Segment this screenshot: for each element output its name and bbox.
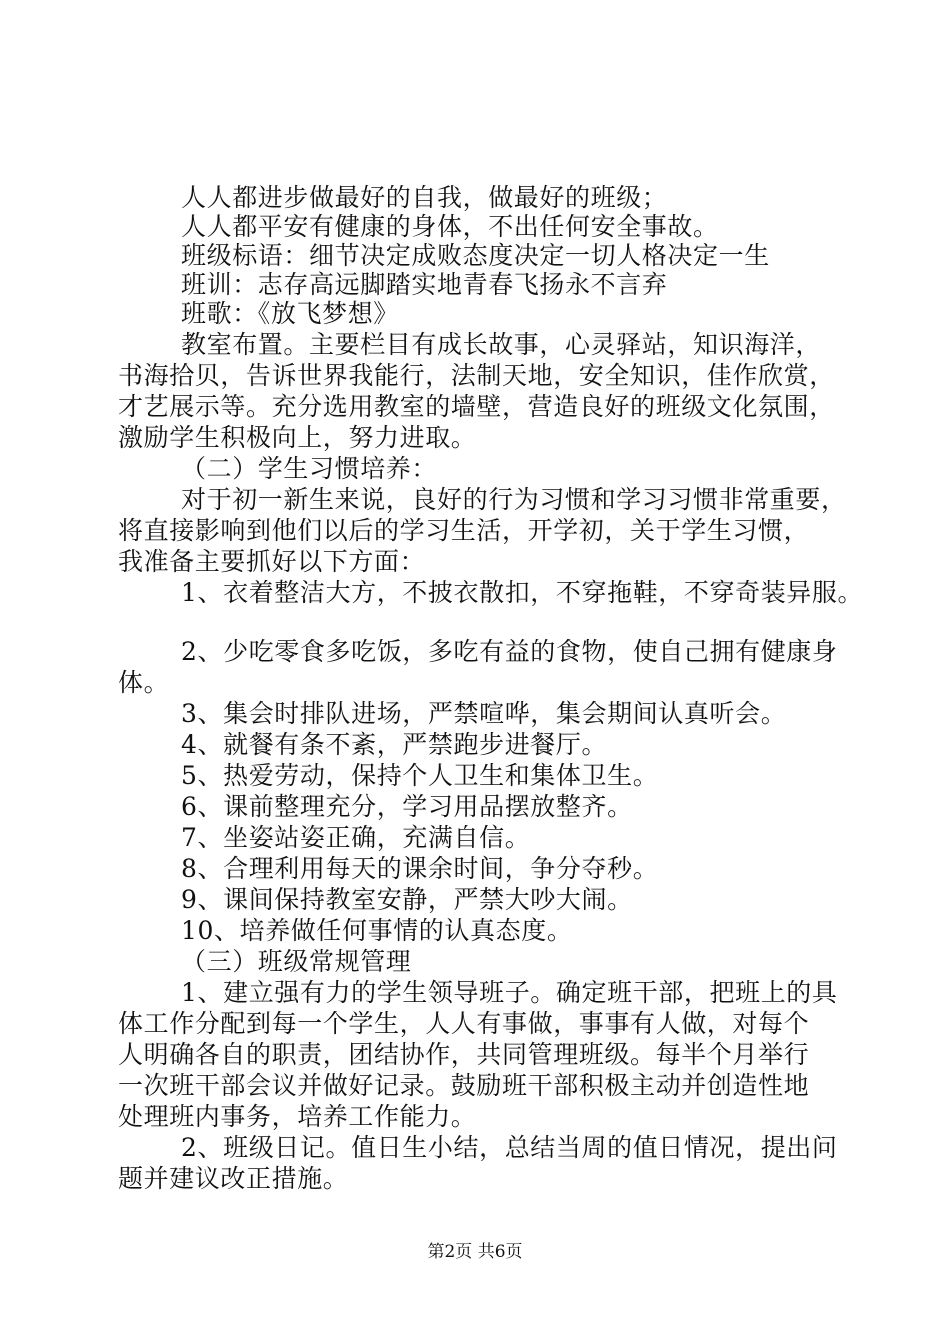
text-line: 体。	[118, 668, 170, 697]
section-heading: （三）班级常规管理	[181, 947, 412, 976]
list-item: 10、培养做任何事情的认真态度。	[181, 916, 573, 945]
text-line: 对于初一新生来说，良好的行为习惯和学习习惯非常重要，	[181, 485, 847, 514]
list-item: 4、就餐有条不紊，严禁跑步进餐厅。	[181, 730, 608, 759]
list-item: 6、课前整理充分，学习用品摆放整齐。	[181, 792, 633, 821]
text-line: 才艺展示等。充分选用教室的墙壁，营造良好的班级文化氛围，	[118, 392, 835, 421]
text-line: 人人都平安有健康的身体，不出任何安全事故。	[181, 212, 719, 241]
list-item: 5、热爱劳动，保持个人卫生和集体卫生。	[181, 761, 659, 790]
page-footer	[0, 1240, 950, 1264]
text-line: 教室布置。主要栏目有成长故事，心灵驿站，知识海洋，	[181, 330, 822, 359]
text-line: 体工作分配到每一个学生，人人有事做，事事有人做，对每个	[118, 1009, 810, 1038]
list-item: 2、少吃零食多吃饭，多吃有益的食物，使自己拥有健康身	[181, 637, 838, 666]
page-number: 第2页 共6页	[427, 1242, 523, 1262]
text-line: 人人都进步做最好的自我，做最好的班级；	[181, 183, 668, 212]
list-item: 8、合理利用每天的课余时间，争分夺秒。	[181, 854, 659, 883]
text-line: 书海拾贝，告诉世界我能行，法制天地，安全知识，佳作欣赏，	[118, 361, 835, 390]
text-line: 激励学生积极向上，努力进取。	[118, 423, 477, 452]
list-item: 7、坐姿站姿正确，充满自信。	[181, 823, 531, 852]
text-line: 班歌：《放飞梦想》	[181, 299, 399, 328]
list-item: 1、衣着整洁大方，不披衣散扣，不穿拖鞋，不穿奇装异服。	[181, 578, 864, 607]
text-line: 题并建议改正措施。	[118, 1164, 349, 1193]
text-line: 处理班内事务，培养工作能力。	[118, 1102, 477, 1131]
list-item: 3、集会时排队进场，严禁喧哗，集会期间认真听会。	[181, 699, 787, 728]
list-item: 9、课间保持教室安静，严禁大吵大闹。	[181, 885, 633, 914]
text-line: 一次班干部会议并做好记录。鼓励班干部积极主动并创造性地	[118, 1071, 810, 1100]
text-line: 班训：志存高远脚踏实地青春飞扬永不言弃	[181, 270, 668, 299]
list-item: 1、建立强有力的学生领导班子。确定班干部，把班上的具	[181, 978, 838, 1007]
section-heading: （二）学生习惯培养：	[181, 454, 438, 483]
text-line: 我准备主要抓好以下方面：	[118, 547, 426, 576]
list-item: 2、班级日记。值日生小结，总结当周的值日情况，提出问	[181, 1133, 838, 1162]
text-line: 将直接影响到他们以后的学习生活，开学初，关于学生习惯，	[118, 516, 810, 545]
text-line: 人明确各自的职责，团结协作，共同管理班级。每半个月举行	[118, 1040, 810, 1069]
text-line: 班级标语：细节决定成败态度决定一切人格决定一生	[181, 241, 770, 270]
